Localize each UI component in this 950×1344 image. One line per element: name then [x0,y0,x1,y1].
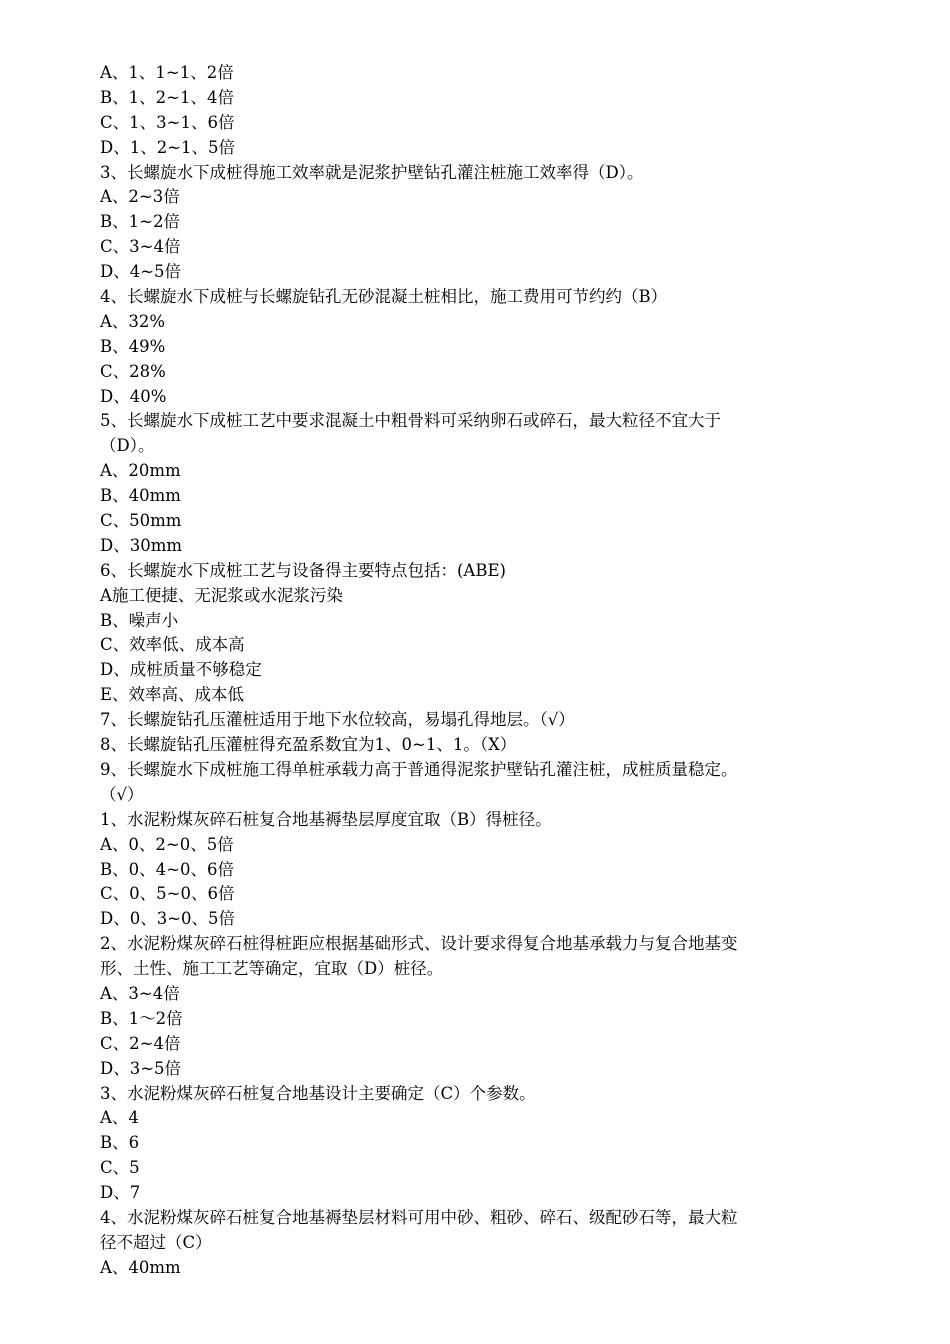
text-line: 4、水泥粉煤灰碎石桩复合地基褥垫层材料可用中砂、粗砂、碎石、级配砂石等，最大粒 [100,1207,738,1227]
text-line: B、40mm [100,486,181,506]
text-line: 5、长螺旋水下成桩工艺中要求混凝土中粗骨料可采纳卵石或碎石，最大粒径不宜大于 [100,411,721,431]
text-line: A、2~3倍 [100,187,180,207]
text-line: B、1~2倍 [100,212,180,232]
text-line: D、40% [100,386,167,406]
text-line: 2、水泥粉煤灰碎石桩得桩距应根据基础形式、设计要求得复合地基承载力与复合地基变 [100,934,738,954]
text-line: C、0、5~0、6倍 [100,884,235,904]
text-line: D、3~5倍 [100,1058,182,1078]
text-line: D、30mm [100,535,183,555]
text-line: （√） [100,784,144,804]
text-line: D、1、2~1、5倍 [100,137,236,157]
text-line: 9、长螺旋水下成桩施工得单桩承载力高于普通得泥浆护壁钻孔灌注桩，成桩质量稳定。 [100,759,738,779]
text-line: C、1、3~1、6倍 [100,112,235,132]
text-line: E、效率高、成本低 [100,685,245,705]
text-line: 6、长螺旋水下成桩工艺与设备得主要特点包括：(ABE) [100,560,506,580]
text-line: （D）。 [100,436,155,456]
text-line: 3、水泥粉煤灰碎石桩复合地基设计主要确定（C）个参数。 [100,1083,536,1103]
text-line: C、28% [100,361,166,381]
text-line: 1、水泥粉煤灰碎石桩复合地基褥垫层厚度宜取（B）得桩径。 [100,809,552,829]
document-page [100,61,860,1281]
text-line: A、3~4倍 [100,983,180,1003]
text-line: 形、土性、施工工艺等确定，宜取（D）桩径。 [100,959,444,979]
text-line: 3、长螺旋水下成桩得施工效率就是泥浆护壁钻孔灌注桩施工效率得（D）。 [100,162,644,182]
text-line: D、7 [100,1183,141,1203]
text-line: 4、长螺旋水下成桩与长螺旋钻孔无砂混凝土桩相比，施工费用可节约约（B） [100,287,668,307]
text-line: A、40mm [100,1257,181,1277]
text-line: A、0、2~0、5倍 [100,834,234,854]
text-line: D、0、3~0、5倍 [100,909,236,929]
text-line: D、成桩质量不够稳定 [100,660,262,680]
text-line: B、噪声小 [100,610,179,630]
text-line: A施工便捷、无泥浆或水泥浆污染 [100,585,343,605]
text-line: C、2~4倍 [100,1033,181,1053]
text-line: 8、长螺旋钻孔压灌桩得充盈系数宜为1、0~1、1。（X） [100,735,517,755]
text-line: B、49% [100,336,166,356]
text-line: B、1、2~1、4倍 [100,87,234,107]
text-line: B、6 [100,1133,140,1153]
text-line: B、1～2倍 [100,1008,183,1028]
text-line: A、20mm [100,461,181,481]
text-line: C、效率低、成本高 [100,635,245,655]
text-line: C、5 [100,1158,140,1178]
text-line: D、4~5倍 [100,262,182,282]
text-line: 径不超过（C） [100,1232,212,1252]
text-line: C、50mm [100,511,182,531]
text-line: A、1、1~1、2倍 [100,63,234,82]
text-line: A、4 [100,1108,139,1128]
text-line: A、32% [100,311,166,331]
text-line: B、0、4~0、6倍 [100,859,234,879]
text-line: C、3~4倍 [100,237,181,257]
text-line: 7、长螺旋钻孔压灌桩适用于地下水位较高，易塌孔得地层。（√） [100,710,575,730]
